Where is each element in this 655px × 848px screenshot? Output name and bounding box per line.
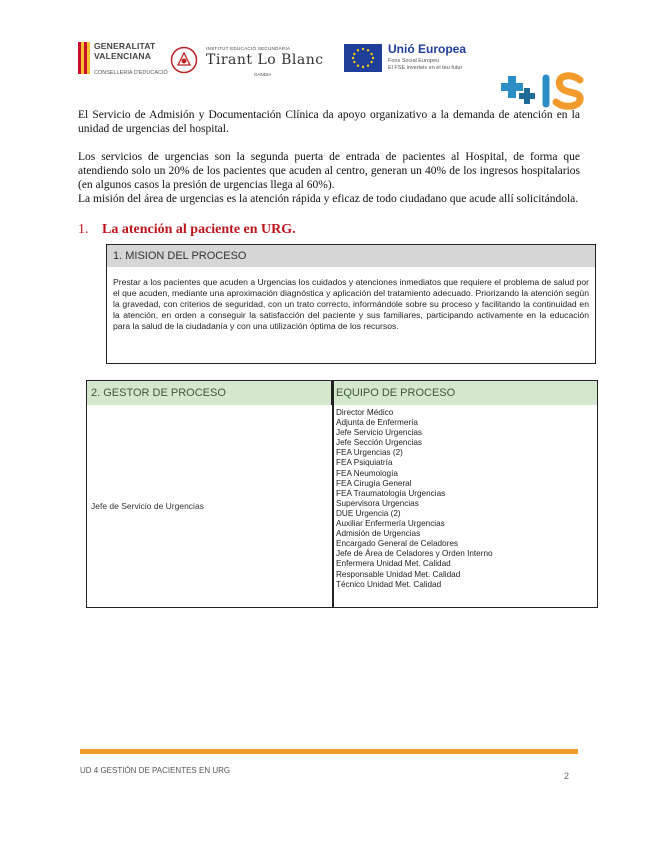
process-table bbox=[86, 380, 598, 608]
equipo-item: Adjunta de Enfermería bbox=[336, 418, 418, 428]
urgencias-paragraph: Los servicios de urgencias son la segunda puerta de entrada de pacientes al Hospital, de forma que atendiendo solo un 20% de los pacientes que acuden al centro, generan un 40% de los ingresos hospitalarios (en algunos casos la presión de urgencias llega al 60%). bbox=[78, 151, 580, 191]
equipo-item: Supervisora Urgencias bbox=[336, 498, 419, 508]
footer-text: UD 4 GESTIÓN DE PACIENTES EN URG bbox=[80, 766, 231, 775]
generalitat-sub: CONSELLERIA D'EDUCACIÓ bbox=[94, 70, 168, 76]
gestor-header: 2. GESTOR DE PROCESO bbox=[87, 381, 332, 405]
eu-title: Unió Europea bbox=[388, 42, 467, 56]
equipo-item: FEA Psiquiatría bbox=[336, 458, 393, 468]
mision-title: 1. MISION DEL PROCESO bbox=[107, 245, 595, 267]
footer-bar bbox=[80, 749, 578, 754]
column-divider bbox=[332, 381, 334, 607]
generalitat-shield-icon bbox=[78, 42, 90, 74]
section-heading-text: La atención al paciente en URG. bbox=[102, 222, 296, 237]
equipo-item: DUE Urgencia (2) bbox=[336, 508, 401, 518]
equipo-item: Encargado General de Celadores bbox=[336, 539, 458, 549]
school-city: GANDIA bbox=[254, 72, 272, 77]
equipo-item: Admisión de Urgencias bbox=[336, 529, 421, 539]
section-heading-number: 1. bbox=[78, 222, 89, 237]
equipo-item: FEA Urgencias (2) bbox=[336, 448, 403, 458]
equipo-item: Enfermera Unidad Met. Calidad bbox=[336, 559, 451, 569]
school-logo bbox=[170, 44, 335, 84]
equipo-item: FEA Cirugía General bbox=[336, 478, 412, 488]
eu-logo bbox=[344, 44, 524, 80]
school-name: Tirant Lo Blanc bbox=[206, 52, 324, 68]
school-emblem-icon bbox=[170, 46, 198, 74]
eu-subtitle: Fons Social Europeu El FSE inverteix en el teu futur bbox=[388, 58, 463, 71]
mision-paragraph: La misión del área de urgencias es la atención rápida y eficaz de todo ciudadano que acude allí solicitándola. bbox=[78, 193, 579, 205]
equipo-item: FEA Traumatología Urgencias bbox=[336, 488, 446, 498]
equipo-list bbox=[336, 408, 493, 590]
equipo-header: EQUIPO DE PROCESO bbox=[332, 381, 597, 405]
generalitat-logo bbox=[78, 40, 168, 84]
eu-flag-icon bbox=[344, 44, 382, 72]
equipo-item: Jefe Sección Urgencias bbox=[336, 438, 423, 448]
quality-logo-icon bbox=[500, 70, 590, 110]
equipo-item: FEA Neumología bbox=[336, 468, 398, 478]
section-heading bbox=[78, 222, 296, 238]
equipo-item: Auxiliar Enfermería Urgencias bbox=[336, 519, 445, 529]
gestor-value: Jefe de Servicio de Urgencias bbox=[91, 501, 204, 511]
school-top-text: INSTITUT EDUCACIÓ SECUNDÀRIA bbox=[206, 46, 291, 51]
urgencias-paragraphs bbox=[78, 150, 580, 206]
header-logos bbox=[78, 40, 598, 110]
page-number: 2 bbox=[564, 771, 570, 781]
equipo-item: Técnico Unidad Met. Calidad bbox=[336, 579, 442, 589]
equipo-item: Jefe de Área de Celadores y Orden Interno bbox=[336, 549, 493, 559]
mision-text: Prestar a los pacientes que acuden a Urgencias los cuidados y atenciones inmediatos que requiere el problema de salud por el que acuden, mediante una aproximación diagnóstica y aplicación del tratamiento adecuado. Priorizando la atención según la gravedad, con criterios de seguridad, con un trato correcto, informándole sobre su proceso y facilitando la continuidad en la atención, en orden a conseguir la satisfacción del paciente y sus familiares, participando activamente en la educación para la salud de la ciudadanía y con una utilización óptima de los recursos. bbox=[113, 277, 589, 331]
equipo-item: Responsable Unidad Met. Calidad bbox=[336, 569, 461, 579]
mision-box bbox=[106, 244, 596, 364]
equipo-item: Jefe Servicio Urgencias bbox=[336, 428, 423, 438]
generalitat-name: GENERALITAT VALENCIANA bbox=[94, 41, 156, 61]
equipo-item: Director Médico bbox=[336, 408, 394, 417]
intro-paragraph: El Servicio de Admisión y Documentación Clínica da apoyo organizativo a la demanda de atención en la unidad de urgencias del hospital. bbox=[78, 109, 580, 135]
